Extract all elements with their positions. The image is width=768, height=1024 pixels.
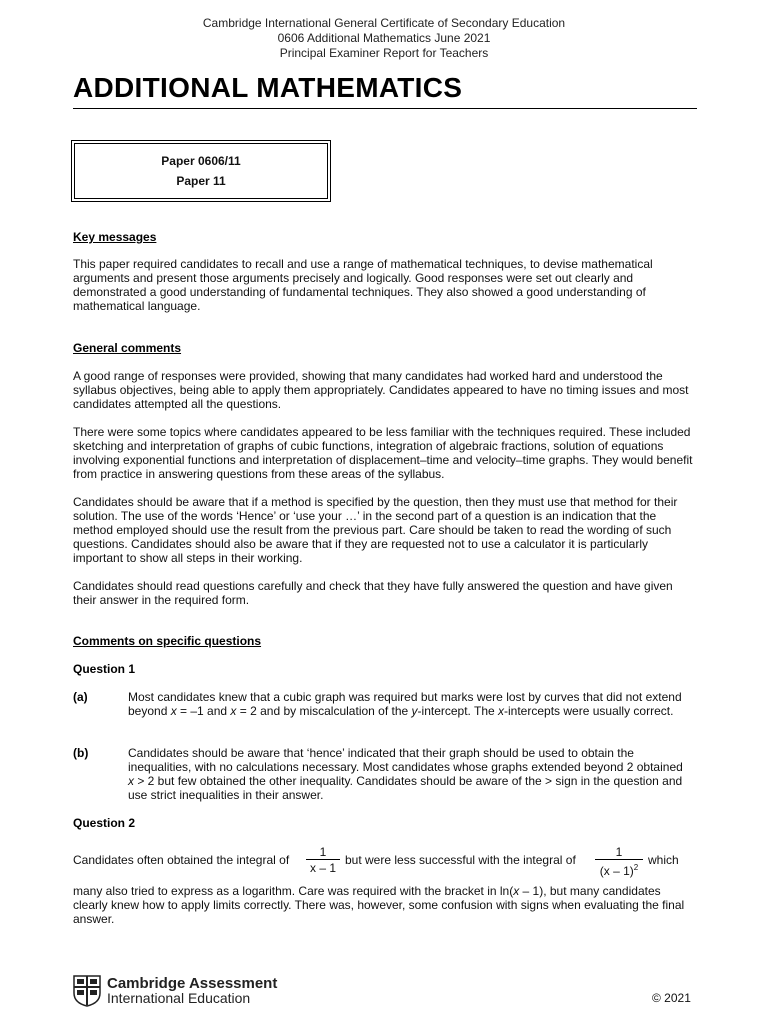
q1a-var-x: x bbox=[230, 704, 237, 718]
fraction-2-denominator bbox=[595, 859, 643, 878]
paper-box bbox=[71, 140, 331, 202]
general-comments-paragraph-3: Candidates should be aware that if a method is specified by the question, then they must use that method for their solution. The use of the words ‘Hence’ or ‘use your …’ in the second part of a question is an indication that the method employed should use the result from the previous part. Care should be taken to read the wording of such questions. Candidates should also be aware that if they are requested not to use a calculator it is particularly important to show all steps in their working. bbox=[73, 495, 678, 565]
q1b-var-x: x bbox=[128, 774, 134, 788]
paper-code: Paper 0606/11 bbox=[161, 154, 241, 168]
general-comments-paragraph-2: There were some topics where candidates appeared to be less familiar with the techniques required. These included sketching and interpretation of graphs of cubic functions, integration of algebraic fractions, solution of equations involving exponential functions and interpretation of displacement–time and velocity–time graphs. They would benefit from practice in answering questions from these areas of the syllabus. bbox=[73, 425, 693, 481]
cambridge-shield-icon bbox=[73, 975, 101, 1007]
q1a-text-part: -intercepts were usually correct. bbox=[504, 704, 674, 718]
question-1-heading: Question 1 bbox=[73, 662, 136, 676]
header-line-3: Principal Examiner Report for Teachers bbox=[279, 46, 489, 60]
fraction-1-denominator: x – 1 bbox=[306, 859, 340, 875]
q1a-var-x: x bbox=[170, 704, 177, 718]
q2-text-part: many also tried to express as a logarithm. Care was required with the bracket in ln( bbox=[73, 884, 514, 898]
q2-text-before-fraction-1: Candidates often obtained the integral of bbox=[73, 853, 290, 867]
q1a-text-part: = 2 and by miscalculation of the bbox=[236, 704, 412, 718]
general-comments-paragraph-4: Candidates should read questions carefully and check that they have fully answered the question and have given their answer in the required form. bbox=[73, 579, 673, 607]
question-1a-text bbox=[128, 690, 688, 718]
q1b-text-part: Candidates should be aware that ‘hence’ indicated that their graph should be used to obtain the inequalities, with no calculations necessary. Most candidates whose graphs extended beyond 2 obtained bbox=[128, 746, 683, 774]
general-comments-heading: General comments bbox=[73, 341, 182, 355]
question-1a-label: (a) bbox=[73, 690, 88, 704]
q1a-var-x: x bbox=[498, 704, 505, 718]
question-2-paragraph bbox=[73, 884, 697, 926]
fraction-2-numerator: 1 bbox=[615, 845, 623, 859]
cambridge-logo bbox=[73, 975, 278, 1007]
header-line-2: 0606 Additional Mathematics June 2021 bbox=[277, 31, 491, 45]
page-title: ADDITIONAL MATHEMATICS bbox=[73, 72, 697, 109]
q2-var-x: x bbox=[513, 884, 520, 898]
logo-line-2: International Education bbox=[107, 990, 251, 1006]
key-messages-paragraph: This paper required candidates to recall and use a range of mathematical techniques, to devise mathematical arguments and present those arguments precisely and logically. Good responses were set out clearly and demonstrated a good understanding of fundamental techniques. They also showed a good understanding of mathematical language. bbox=[73, 257, 653, 313]
fraction-2-base: (x – 1) bbox=[599, 864, 634, 878]
header-line-1: Cambridge International General Certificate of Secondary Education bbox=[202, 16, 566, 30]
q1a-text-part: = –1 and bbox=[176, 704, 231, 718]
q1a-var-y: y bbox=[411, 704, 418, 718]
q1b-text-part: > 2 but few obtained the other inequality. Candidates should be aware of the > sign in the question and use strict inequalities in their answer. bbox=[128, 774, 683, 802]
fraction-2-exponent: 2 bbox=[633, 863, 639, 872]
question-2-heading: Question 2 bbox=[73, 816, 136, 830]
paper-box-inner bbox=[74, 143, 328, 199]
specific-comments-heading: Comments on specific questions bbox=[73, 634, 262, 648]
q1a-text-part: Most candidates knew that a cubic graph was required but marks were lost by curves that did not extend beyond bbox=[128, 690, 682, 718]
fraction-1-numerator: 1 bbox=[319, 845, 327, 859]
general-comments-paragraph-1: A good range of responses were provided, showing that many candidates had worked hard and understood the syllabus objectives, being able to apply them appropriately. Candidates appeared to have no timing issues and most candidates attempted all the questions. bbox=[73, 369, 689, 411]
q2-text-part: – 1), but many candidates clearly knew how to apply limits correctly. There was, however, some confusion with signs when evaluating the final answer. bbox=[73, 884, 685, 926]
fraction-1-over-x-minus-1-squared bbox=[595, 845, 643, 878]
fraction-1-over-x-minus-1 bbox=[306, 845, 340, 875]
question-1b-label: (b) bbox=[73, 746, 89, 760]
logo-line-1: Cambridge Assessment bbox=[107, 975, 278, 992]
q2-text-after-fraction-2: which bbox=[648, 853, 679, 867]
q2-text-between-fractions: but were less successful with the integral of bbox=[345, 853, 576, 867]
q1a-text-part: -intercept. The bbox=[417, 704, 499, 718]
paper-number: Paper 11 bbox=[176, 174, 226, 188]
copyright: © 2021 bbox=[652, 991, 691, 1005]
key-messages-heading: Key messages bbox=[73, 230, 157, 244]
question-1b-text bbox=[128, 746, 688, 802]
